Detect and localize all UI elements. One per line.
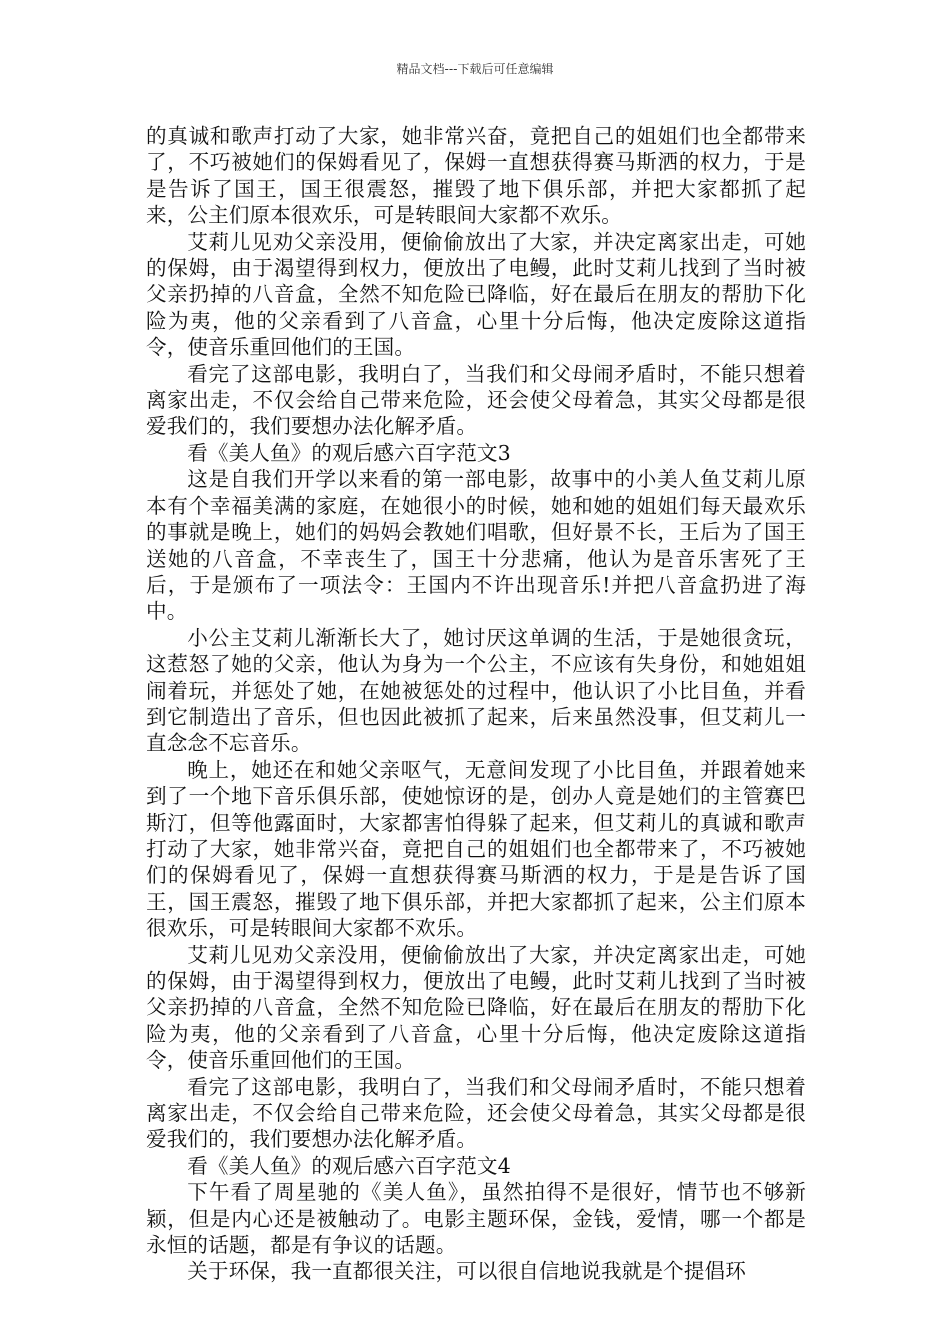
page-header: 精品文档---下载后可任意编辑 <box>396 62 554 76</box>
paragraph: 晚上，她还在和她父亲呕气，无意间发现了小比目鱼，并跟着她来到了一个地下音乐俱乐部，使她惊讶的是，创办人竟是她们的主管赛巴斯汀，但等他露面时，大家都害怕得躲了起来，但艾莉儿的真诚和歌声打动了大家，她非常兴奋，竟把自己的姐姐们也全都带来了，不巧被她们的保姆看见了，保姆一直想获得赛马斯洒的权力，于是是告诉了国王，国王震怒，摧毁了地下俱乐部，并把大家都抓了起来，公主们原本很欢乐，可是转眼间大家都不欢乐。 <box>146 757 806 941</box>
section-heading: 看《美人鱼》的观后感六百字范文3 <box>187 440 511 465</box>
paragraph: 小公主艾莉儿渐渐长大了，她讨厌这单调的生活，于是她很贪玩，这惹怒了她的父亲，他认为身为一个公主，不应该有失身份，和她姐姐闹着玩，并惩处了她，在她被惩处的过程中，他认识了小比目鱼，并看到它制造出了音乐，但也因此被抓了起来，后来虽然没事，但艾莉儿一直念念不忘音乐。 <box>146 625 806 756</box>
document-body <box>146 123 806 1285</box>
paragraph: 看完了这部电影，我明白了，当我们和父母闹矛盾时，不能只想着离家出走，不仅会给自己带来危险，还会使父母着急，其实父母都是很爱我们的，我们要想办法化解矛盾。 <box>146 1074 806 1152</box>
paragraph: 看完了这部电影，我明白了，当我们和父母闹矛盾时，不能只想着离家出走，不仅会给自己带来危险，还会使父母着急，其实父母都是很爱我们的，我们要想办法化解矛盾。 <box>146 361 806 439</box>
paragraph: 关于环保，我一直都很关注，可以很自信地说我就是个提倡环 <box>187 1259 746 1284</box>
section-heading: 看《美人鱼》的观后感六百字范文4 <box>187 1153 511 1178</box>
paragraph: 这是自我们开学以来看的第一部电影，故事中的小美人鱼艾莉儿原本有个幸福美满的家庭，在她很小的时候，她和她的姐姐们每天最欢乐的事就是晚上，她们的妈妈会教她们唱歌，但好景不长，王后为了国王送她的八音盒，不幸丧生了，国王十分悲痛，他认为是音乐害死了王后，于是颁布了一项法令：王国内不许出现音乐!并把八音盒扔进了海中。 <box>146 467 806 624</box>
paragraph: 艾莉儿见劝父亲没用，便偷偷放出了大家，并决定离家出走，可她的保姆，由于渴望得到权力，便放出了电鳗，此时艾莉儿找到了当时被父亲扔掉的八音盒，全然不知危险已降临，好在最后在朋友的帮肋下化险为夷，他的父亲看到了八音盒，心里十分后悔，他决定废除这道指令，使音乐重回他们的王国。 <box>146 229 806 360</box>
paragraph: 下午看了周星驰的《美人鱼》，虽然拍得不是很好，情节也不够新颖，但是内心还是被触动了。电影主题环保，金钱，爱情，哪一个都是永恒的话题，都是有争议的话题。 <box>146 1180 806 1258</box>
paragraph: 艾莉儿见劝父亲没用，便偷偷放出了大家，并决定离家出走，可她的保姆，由于渴望得到权力，便放出了电鳗，此时艾莉儿找到了当时被父亲扔掉的八音盒，全然不知危险已降临，好在最后在朋友的帮肋下化险为夷，他的父亲看到了八音盒，心里十分后悔，他决定废除这道指令，使音乐重回他们的王国。 <box>146 942 806 1073</box>
paragraph-continuation: 的真诚和歌声打动了大家，她非常兴奋，竟把自己的姐姐们也全都带来了，不巧被她们的保姆看见了，保姆一直想获得赛马斯洒的权力，于是是告诉了国王，国王很震怒，摧毁了地下俱乐部，并把大家都抓了起来，公主们原本很欢乐，可是转眼间大家都不欢乐。 <box>146 124 806 228</box>
